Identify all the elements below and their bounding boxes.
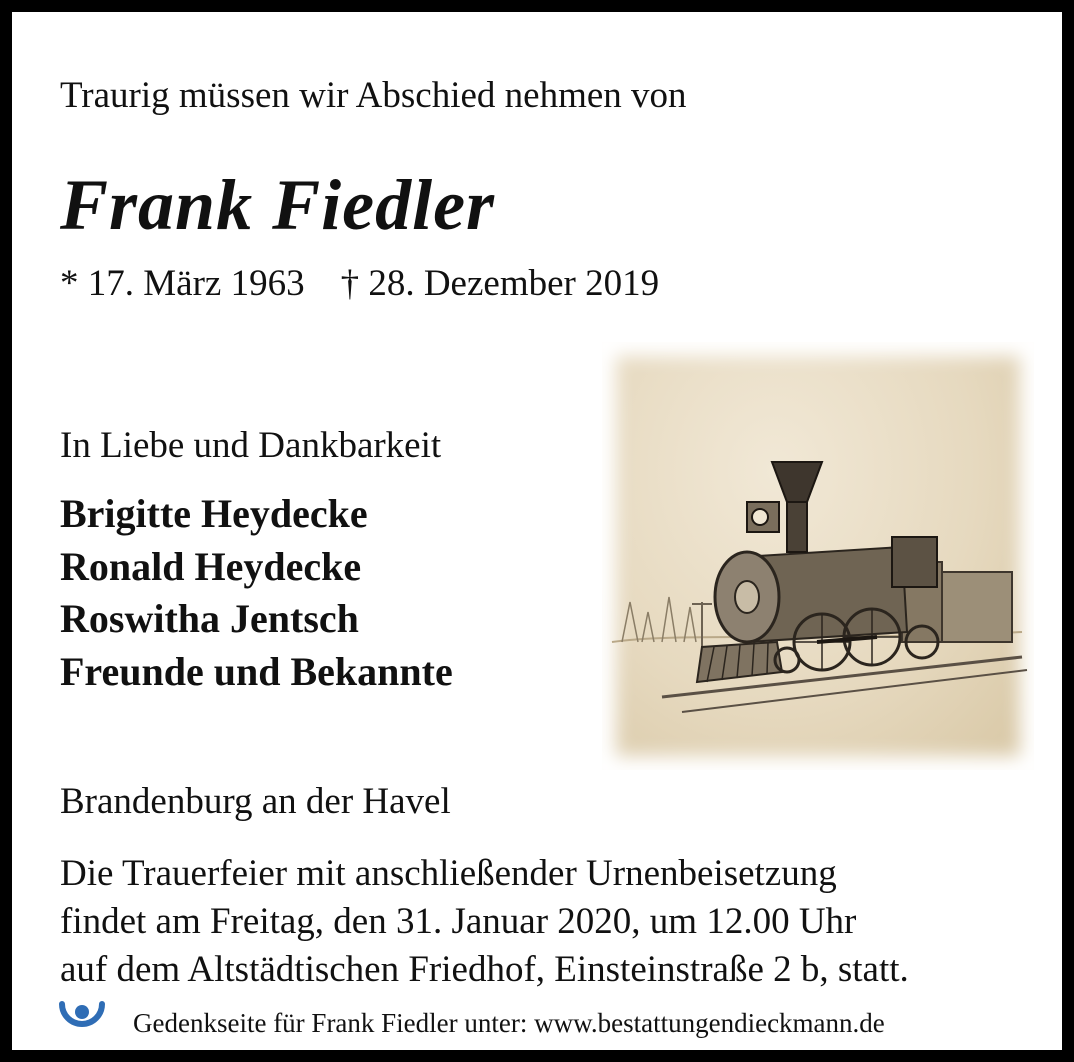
obituary-card xyxy=(12,12,1062,1050)
mourner-name: Ronald Heydecke xyxy=(60,543,362,589)
locomotive-image xyxy=(602,342,1034,770)
service-line: findet am Freitag, den 31. Januar 2020, um 12.00 Uhr xyxy=(60,901,857,942)
dedication-line: In Liebe und Dankbarkeit xyxy=(60,425,442,466)
intro-line: Traurig müssen wir Abschied nehmen von xyxy=(60,75,687,116)
service-line: auf dem Altstädtischen Friedhof, Einsteinstraße 2 b, statt. xyxy=(60,949,909,990)
life-dates xyxy=(60,262,659,305)
city-line: Brandenburg an der Havel xyxy=(60,781,451,822)
mourner-name: Freunde und Bekannte xyxy=(60,648,453,694)
steam-locomotive-icon xyxy=(602,342,1034,770)
deceased-name: Frank Fiedler xyxy=(60,165,496,245)
service-line: Die Trauerfeier mit anschließender Urnenbeisetzung xyxy=(60,853,837,894)
death-date: † 28. Dezember 2019 xyxy=(340,263,660,304)
mourners-list xyxy=(60,488,453,698)
memorial-page-link[interactable]: Gedenkseite für Frank Fiedler unter: www.bestattungendieckmann.de xyxy=(133,1008,885,1038)
service-details xyxy=(60,850,909,994)
mourner-name: Brigitte Heydecke xyxy=(60,491,368,536)
mourner-name: Roswitha Jentsch xyxy=(60,596,359,641)
funeral-home-logo-icon xyxy=(56,994,108,1042)
birth-date: * 17. März 1963 xyxy=(60,263,305,304)
